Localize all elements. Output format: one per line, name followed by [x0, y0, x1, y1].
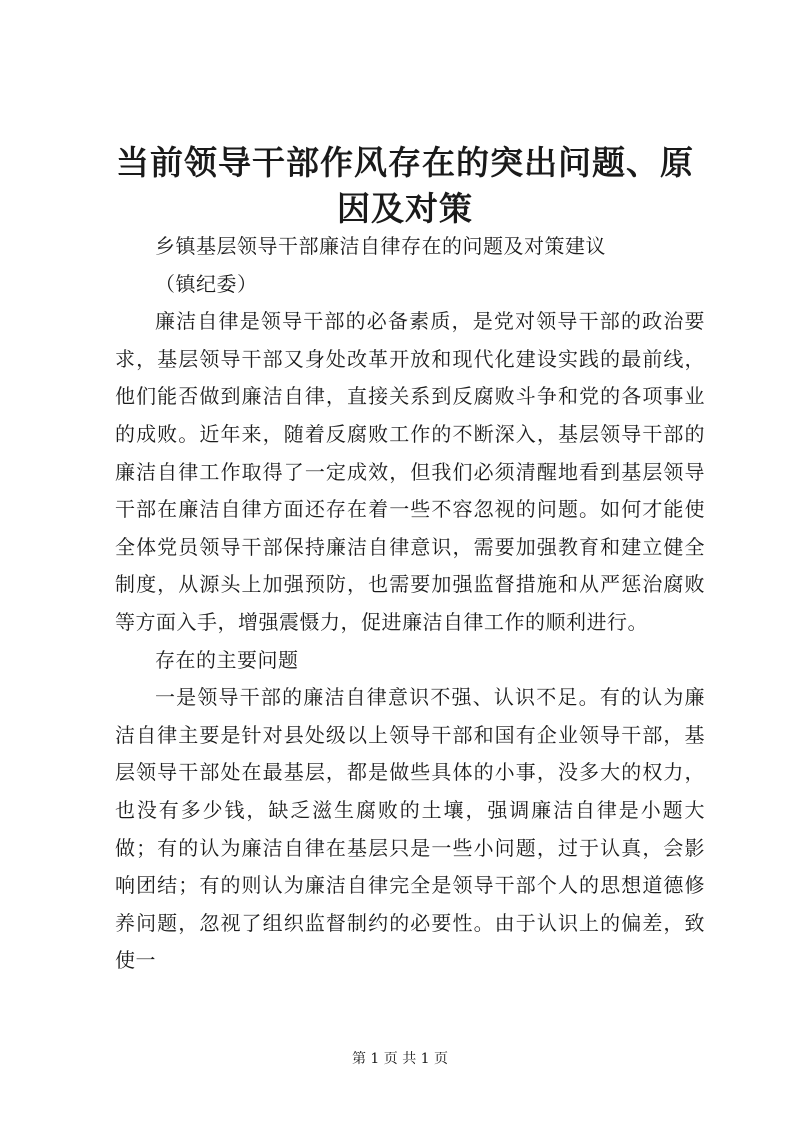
subtitle: 乡镇基层领导干部廉洁自律存在的问题及对策建议 [155, 234, 606, 258]
paragraph-intro: 廉洁自律是领导干部的必备素质，是党对领导干部的政治要求，基层领导干部又身处改革开放和现代化建设实践的最前线，他们能否做到廉洁自律，直接关系到反腐败斗争和党的各项事业的成败。近年来，随着反腐败工作的不断深入，基层领导干部的廉洁自律工作取得了一定成效，但我们必须清醒地看到基层领导干部在廉洁自律方面还存在着一些不容忽视的问题。如何才能使全体党员领导干部保持廉洁自律意识，需要加强教育和建立健全制度，从源头上加强预防，也需要加强监督措施和从严惩治腐败等方面入手，增强震慑力，促进廉洁自律工作的顺利进行。 [115, 309, 705, 634]
section-heading: 存在的主要问题 [155, 647, 299, 672]
paragraph-problem-one: 一是领导干部的廉洁自律意识不强、认识不足。有的认为廉洁自律主要是针对县处级以上领导干部和国有企业领导干部，基层领导干部处在最基层，都是做些具体的小事，没多大的权力，也没有多少钱，缺乏滋生腐败的土壤，强调廉洁自律是小题大做；有的认为廉洁自律在基层只是一些小问题，过于认真，会影响团结；有的则认为廉洁自律完全是领导干部个人的思想道德修养问题，忽视了组织监督制约的必要性。由于认识上的偏差，致使一 [115, 685, 705, 973]
page-footer: 第 1 页 共 1 页 [351, 1051, 449, 1067]
document-title: 当前领导干部作风存在的突出问题、原因及对策 [116, 143, 694, 228]
author-unit: （镇纪委） [155, 271, 258, 296]
document-body [115, 228, 705, 980]
